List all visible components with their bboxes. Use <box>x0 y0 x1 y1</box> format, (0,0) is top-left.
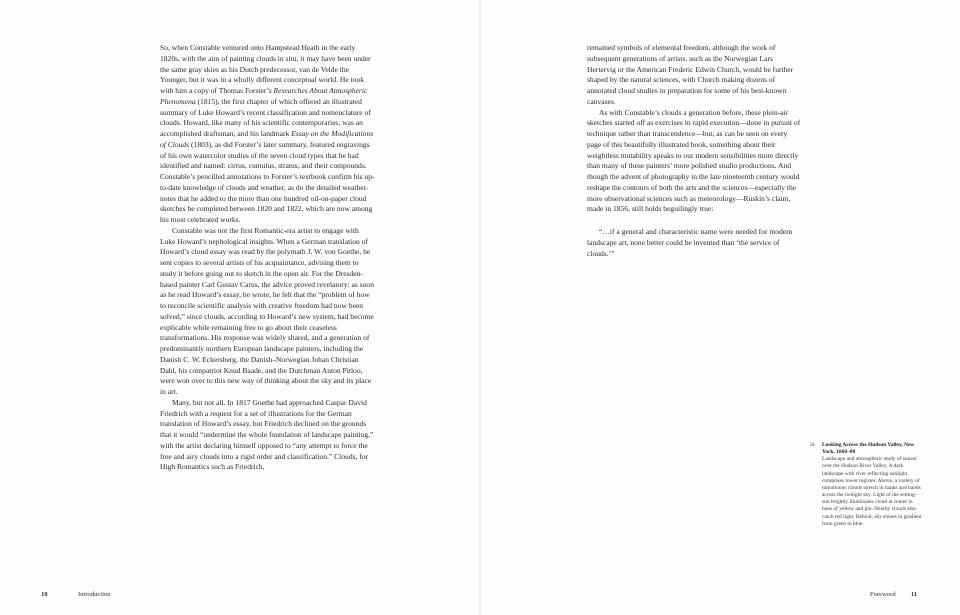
running-footer-label: Introduction <box>78 591 111 598</box>
text-run: remained symbols of elemental freedom, although the work of subsequent generations of artists, such as the Norwegian Lars Hertervig or the American Frederic Edwin Church, would be further shaped by the natural sciences, with Church making dozens of annotated cloud studies in preparation for some of his best-known canvases. <box>587 43 794 106</box>
running-footer-label: Foreword <box>870 591 896 598</box>
page-number: 10 <box>41 591 48 598</box>
right-page <box>480 0 960 615</box>
right-text-column <box>587 43 803 259</box>
italic-title-run: Essay on the Modifications of Clouds <box>160 129 374 149</box>
paragraph <box>160 398 376 473</box>
text-run: Many, but not all. In 1817 Goethe had approached Caspar David Friedrich with a request for a set of illustrations for the German translation of Howard’s essay, but Friedrich declined on the grounds that it would “undermine the whole foundation of landscape painting,” with the artist declaring himself opposed to “any attempt to force the free and airy clouds into a rigid order and classification.” Clouds, for High Romantics such as Friedrich, <box>160 397 374 472</box>
italic-title-run: Researches About Atmospheric Phenomena <box>160 86 368 106</box>
caption-title: Looking Across the Hudson Valley, New York, 1860–80 <box>822 442 915 456</box>
left-text-column <box>160 43 376 473</box>
text-run: As with Constable’s clouds a generation before, these plein-air sketches started off as exercises in rapid execution—done in pursuit of technique rather than transcendence—but, as can be seen on every page of this beautifully illustrated book, something about their weightless mutability speaks to our modern sensibilities more directly than many of these painters’ more polished studio productions. And though the advent of photography in the late nineteenth century would reshape the contours of both the arts and the sciences—especially the more observational sciences such as meteorology—Ruskin’s claim, made in 1856, still holds beguilingly true: <box>587 107 801 214</box>
figure-caption <box>810 442 922 528</box>
caption-body: Landscape and atmospheric study of sunset over the Hudson River Valley. A dark landscape with river reflecting sunlight comprises lower register. Above, a variety of tumultuous clouds stretch in banks and bands across the twilight sky. Light of the setting-sun brightly illuminates cloud at center in hues of yellow and pin. Nearby clouds also catch red light. Behind, sky shines in gradient from green to blue. <box>822 456 922 527</box>
block-quote: “…if a general and characteristic name were needed for modern landscape art, none better could be invented than ‘the service of clouds.’” <box>587 227 793 258</box>
caption-number: iii. <box>810 442 816 448</box>
page-number: 11 <box>911 591 918 598</box>
text-run: So, when Constable ventured onto Hampstead Heath in the early 1820s, with the aim of painting clouds in situ, it may have been under the same gray skies as his Dutch predecessor, van de Velde the Younger, but it was in a wholly different conceptual world. He took with him a copy of Thomas Forster’s <box>160 43 371 95</box>
paragraph <box>160 43 376 226</box>
paragraph <box>160 226 376 398</box>
paragraph <box>587 43 803 108</box>
paragraph <box>587 108 803 216</box>
text-run: Constable was not the first Romantic-era artist to engage with Luke Howard’s nephological insights. When a German translation of Howard’s cloud essay was read by the polymath J. W. von Goethe, he sent copies to several artists of his acquaintance, advising them to study it before going out to sketch in the open air. For the Dresden-based painter Carl Gustav Carus, the advice proved revelatory: as soon as he read Howard’s essay, he wrote, he felt that the “problem of how to reconcile scientific analysis with creative freedom had now been solved,” since clouds, according to Howard’s new system, had become explicable while remaining free to go about their ceaseless transformations. His response was widely shared, and a generation of predominantly northern European landscape painters, including the Danish C. W. Eckersberg, the Danish–Norwegian Johan Christian Dahl, his compatriot Knud Baade, and the Dutchman Anton Pitloo, were won over to this new way of thinking about the sky and its place in art. <box>160 225 374 396</box>
text-run: (1803), as did Forster’s later summary, featured engravings of his own watercolor studies of the seven cloud types that he had identified and named: cirrus, cumulus, stratus, and their compounds. Constable’s pencilled annotations to Forster’s textbook confirm his up-to-date knowledge of clouds and weather, as do the detailed weather-notes that he added to the more than one hundred oil-on-paper cloud sketches he completed between 1820 and 1822, which are now among his most celebrated works. <box>160 139 375 224</box>
text-run: (1815), the first chapter of which offered an illustrated summary of Luke Howard’s recent classification and nomenclature of clouds. Howard, like many of his scientific contemporaries, was an accomplished draftsman, and his landmark <box>160 96 371 138</box>
